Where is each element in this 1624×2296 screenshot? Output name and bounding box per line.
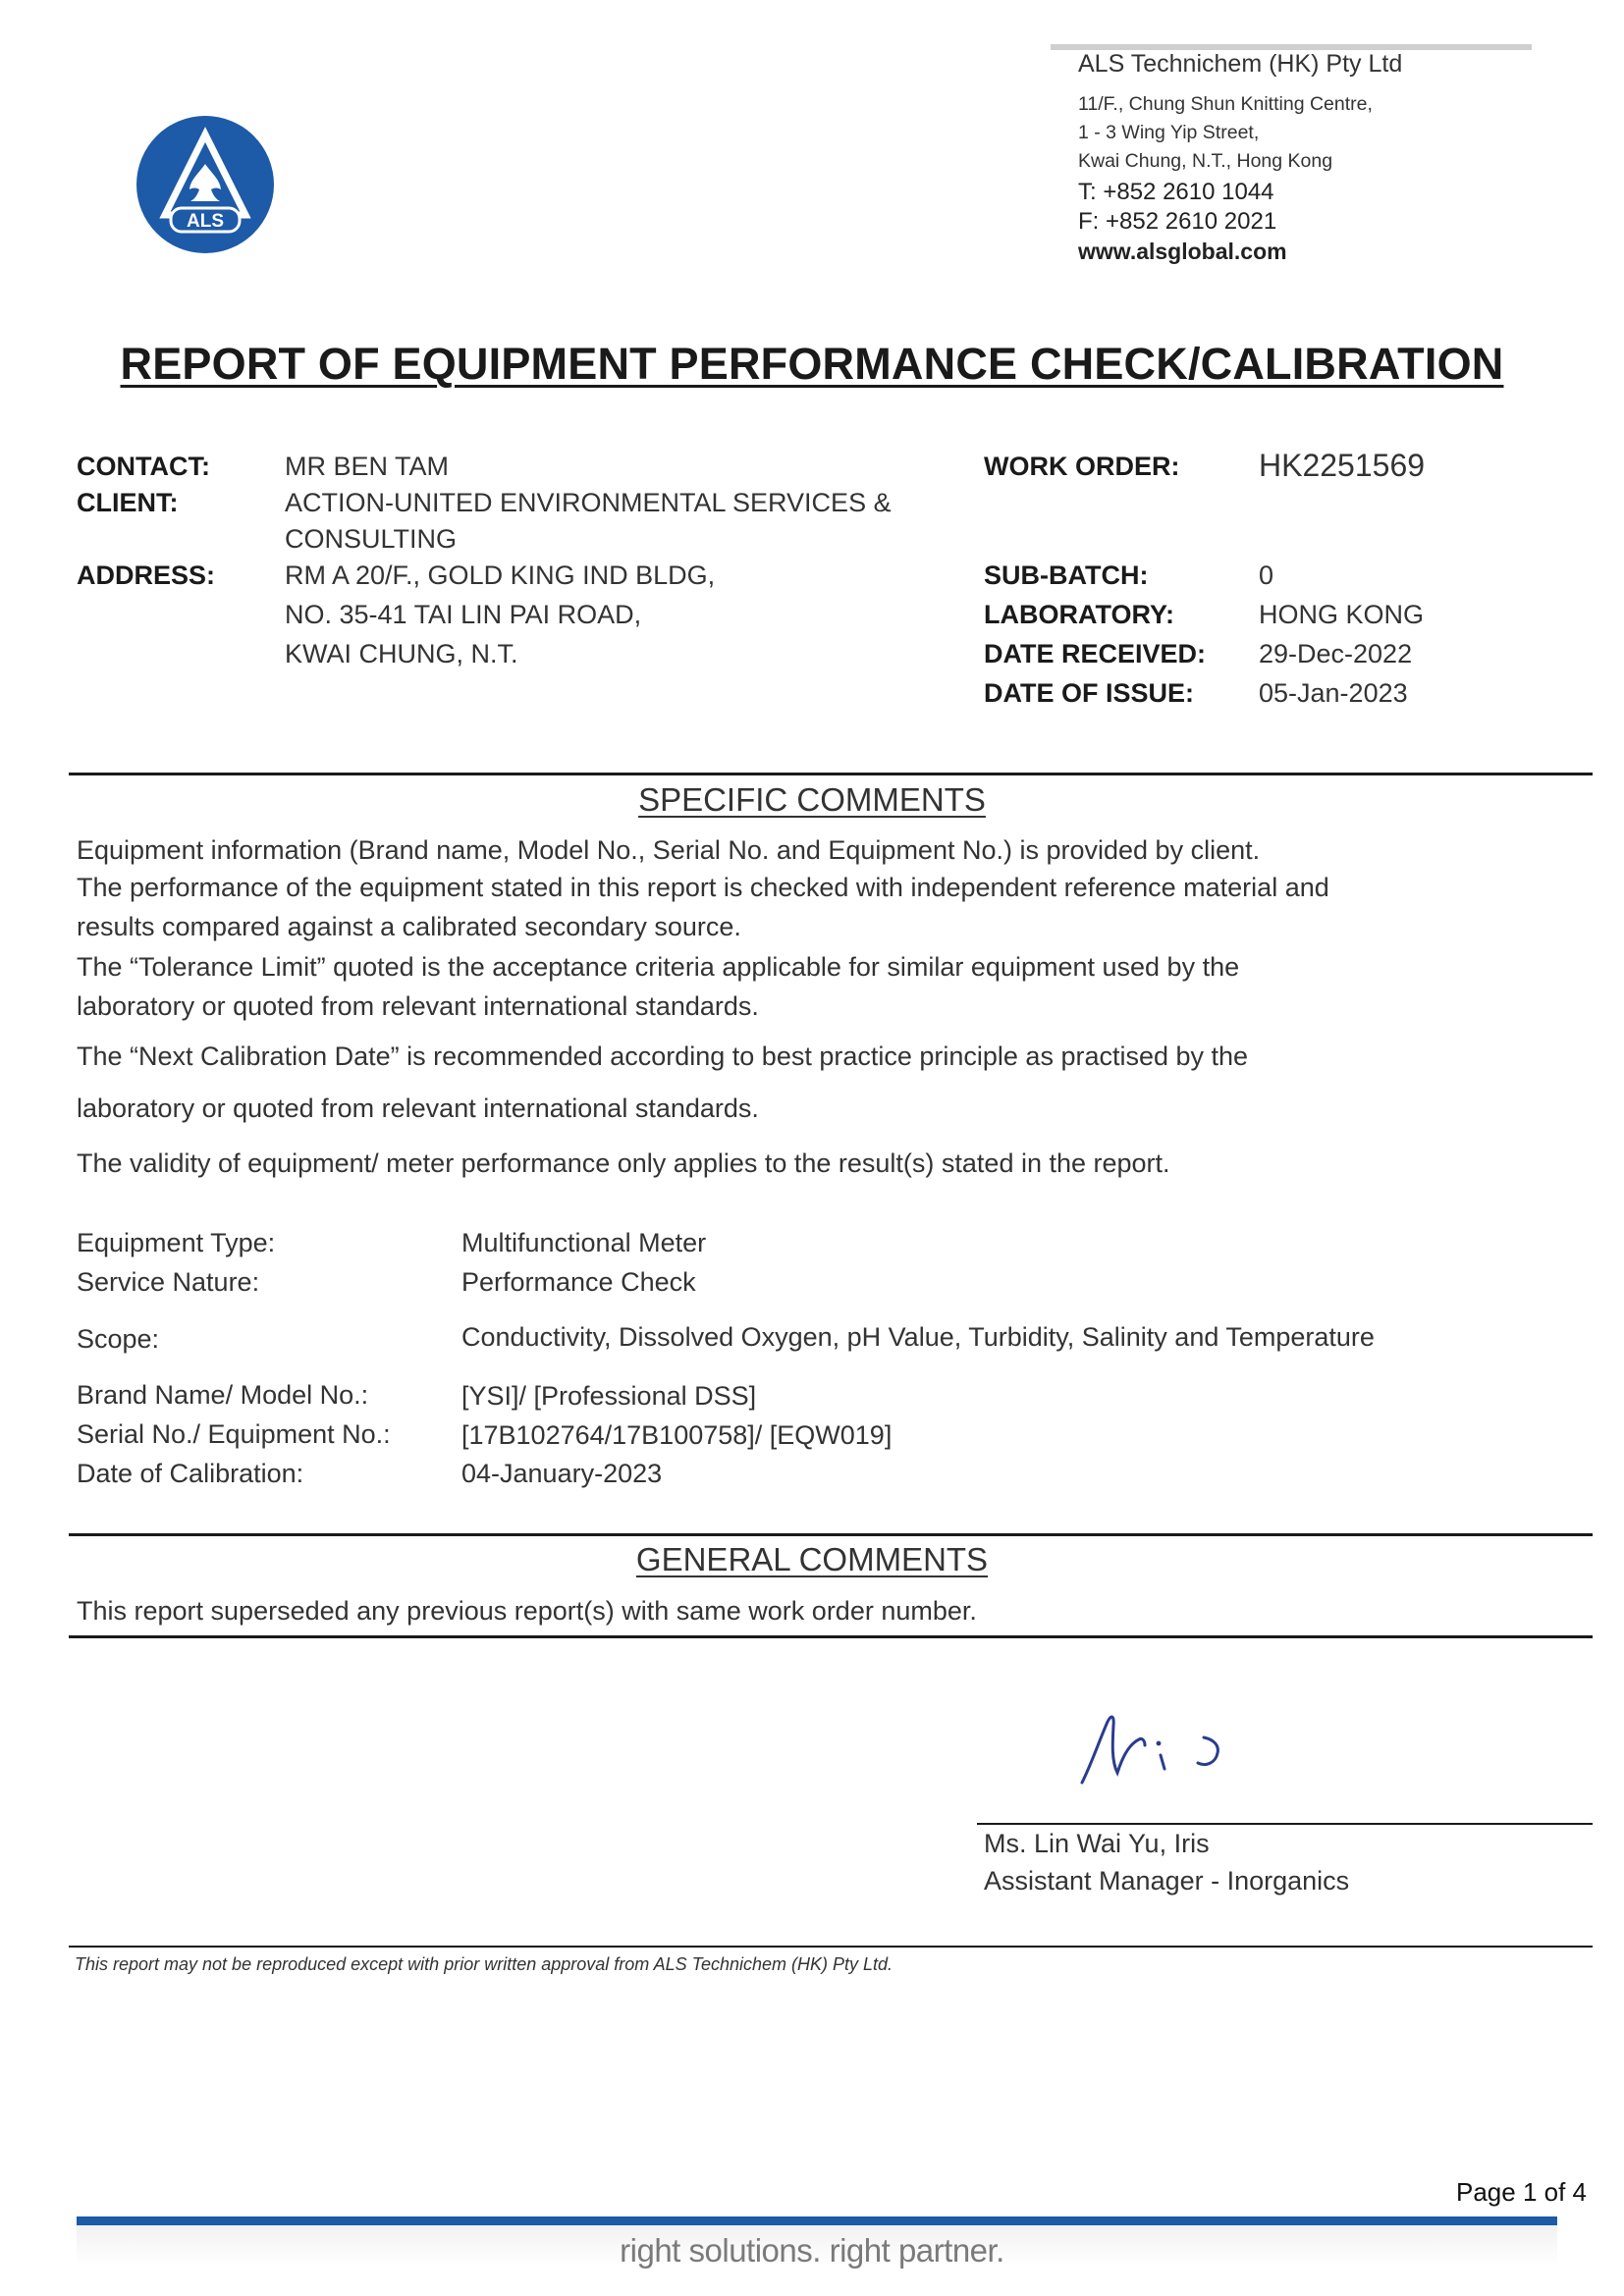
section-divider: [69, 773, 1593, 775]
comment-line: The performance of the equipment stated in this report is checked with independent reference material and: [77, 873, 1329, 902]
service-nature-label: Service Nature:: [77, 1267, 260, 1297]
service-nature-value: Performance Check: [461, 1267, 696, 1297]
calibration-date-label: Date of Calibration:: [77, 1459, 304, 1488]
comment-line: laboratory or quoted from relevant international standards.: [77, 1094, 759, 1123]
comment-line: The “Tolerance Limit” quoted is the acceptance criteria applicable for similar equipment used by the: [77, 952, 1240, 982]
comment-line: Equipment information (Brand name, Model No., Serial No. and Equipment No.) is provided by client.: [77, 835, 1261, 865]
specific-comments-heading: SPECIFIC COMMENTS: [638, 781, 986, 818]
general-comments-heading: GENERAL COMMENTS: [635, 1541, 989, 1577]
general-comment-text: This report superseded any previous report(s) with same work order number.: [77, 1596, 977, 1626]
date-of-issue-label: DATE OF ISSUE:: [984, 678, 1195, 708]
section-divider: [69, 1533, 1593, 1536]
client-value-line: ACTION-UNITED ENVIRONMENTAL SERVICES &: [285, 488, 892, 517]
footer-divider: [69, 1946, 1593, 1948]
tagline: right solutions. right partner.: [620, 2232, 1004, 2269]
laboratory-label: LABORATORY:: [984, 600, 1174, 629]
signatory-role: Assistant Manager - Inorganics: [984, 1866, 1350, 1896]
client-label: CLIENT:: [77, 488, 179, 517]
work-order-label: WORK ORDER:: [984, 452, 1180, 481]
comment-line: laboratory or quoted from relevant international standards.: [77, 991, 759, 1021]
brand-model-label: Brand Name/ Model No.:: [77, 1380, 369, 1410]
report-title: REPORT OF EQUIPMENT PERFORMANCE CHECK/CALIBRATION: [120, 339, 1504, 389]
equipment-type-value: Multifunctional Meter: [461, 1228, 707, 1257]
contact-value: MR BEN TAM: [285, 452, 450, 481]
sub-batch-label: SUB-BATCH:: [984, 561, 1149, 590]
work-order-value: HK2251569: [1259, 448, 1426, 483]
client-value-line: CONSULTING: [285, 524, 458, 554]
company-fax: F: +852 2610 2021: [1078, 208, 1277, 235]
brand-model-value: [YSI]/ [Professional DSS]: [461, 1381, 757, 1411]
equipment-type-label: Equipment Type:: [77, 1228, 276, 1257]
serial-equipment-label: Serial No./ Equipment No.:: [77, 1419, 391, 1449]
footer-bar: [77, 2216, 1557, 2225]
company-address-line: 11/F., Chung Shun Knitting Centre,: [1078, 93, 1373, 115]
laboratory-value: HONG KONG: [1259, 600, 1425, 629]
signatory-name: Ms. Lin Wai Yu, Iris: [984, 1829, 1210, 1858]
date-received-label: DATE RECEIVED:: [984, 639, 1207, 668]
serial-equipment-value: [17B102764/17B100758]/ [EQW019]: [461, 1420, 893, 1450]
comment-line: results compared against a calibrated secondary source.: [77, 912, 741, 941]
scope-value: Conductivity, Dissolved Oxygen, pH Value, Turbidity, Salinity and Temperature: [461, 1322, 1375, 1352]
contact-label: CONTACT:: [77, 452, 210, 481]
address-line: KWAI CHUNG, N.T.: [285, 639, 518, 668]
address-line: NO. 35-41 TAI LIN PAI ROAD,: [285, 600, 642, 629]
company-phone: T: +852 2610 1044: [1078, 179, 1274, 205]
company-name: ALS Technichem (HK) Pty Ltd: [1078, 50, 1403, 78]
date-received-value: 29-Dec-2022: [1259, 639, 1413, 668]
page-number: Page 1 of 4: [1456, 2177, 1587, 2207]
scope-label: Scope:: [77, 1324, 160, 1354]
calibration-date-value: 04-January-2023: [461, 1459, 663, 1488]
sub-batch-value: 0: [1259, 561, 1274, 590]
address-label: ADDRESS:: [77, 561, 216, 590]
date-of-issue-value: 05-Jan-2023: [1259, 678, 1408, 708]
signature: [1070, 1688, 1237, 1791]
comment-line: The validity of equipment/ meter performance only applies to the result(s) stated in the report.: [77, 1148, 1170, 1178]
footnote: This report may not be reproduced except with prior written approval from ALS Technichem (HK) Pty Ltd.: [75, 1954, 893, 1974]
comment-line: The “Next Calibration Date” is recommended according to best practice principle as practised by the: [77, 1041, 1249, 1071]
company-address-line: 1 - 3 Wing Yip Street,: [1078, 122, 1260, 143]
address-line: RM A 20/F., GOLD KING IND BLDG,: [285, 561, 716, 590]
section-divider: [69, 1635, 1593, 1638]
signature-line: [977, 1823, 1593, 1825]
company-address-line: Kwai Chung, N.T., Hong Kong: [1078, 150, 1333, 172]
company-info: [1051, 44, 1532, 275]
company-website: www.alsglobal.com: [1078, 239, 1287, 264]
logo-text: ALS: [187, 211, 224, 232]
als-logo: [135, 115, 275, 254]
